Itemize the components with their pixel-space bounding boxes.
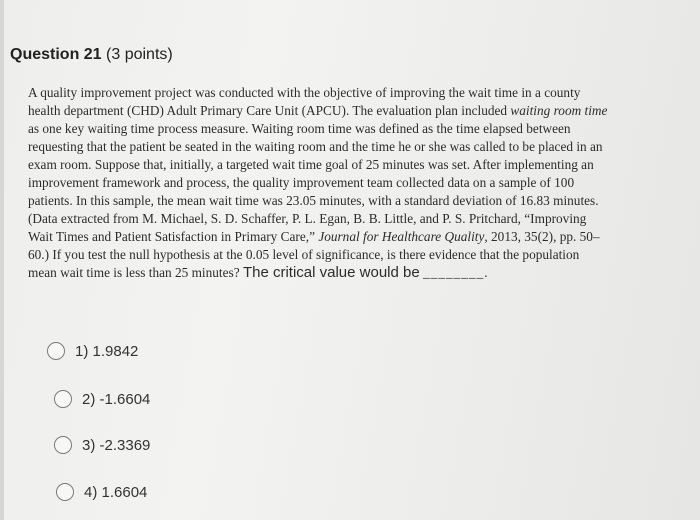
radio-button[interactable] bbox=[47, 342, 65, 360]
option-label: 3) -2.3369 bbox=[82, 436, 151, 454]
option-label: 2) -1.6604 bbox=[82, 390, 151, 408]
left-border bbox=[0, 0, 4, 520]
question-header bbox=[10, 46, 173, 64]
journal-title: Journal for Healthcare Quality bbox=[318, 229, 485, 244]
question-line: as one key waiting time process measure. Waiting room time was defined as the time elapsed between bbox=[28, 121, 571, 136]
answer-option-2[interactable] bbox=[54, 390, 150, 408]
question-line: A quality improvement project was conducted with the objective of improving the wait time in a county bbox=[28, 85, 581, 100]
question-text bbox=[28, 84, 696, 282]
question-line: mean wait time is less than 25 minutes? The critical value would be ________. bbox=[28, 264, 489, 281]
question-line: exam room. Suppose that, initially, a targeted wait time goal of 25 minutes was set. After implementing an bbox=[28, 157, 594, 172]
question-line: (Data extracted from M. Michael, S. D. Schaffer, P. L. Egan, B. B. Little, and P. S. Pritchard, “Improving bbox=[28, 211, 587, 226]
answer-option-1[interactable] bbox=[47, 342, 138, 360]
answer-option-4[interactable] bbox=[56, 483, 147, 501]
question-line: 60.) If you test the null hypothesis at the 0.05 level of significance, is there evidence that the population bbox=[28, 247, 580, 262]
prompt-text: The critical value would be bbox=[242, 264, 420, 281]
option-label: 4) 1.6604 bbox=[84, 483, 148, 501]
radio-button[interactable] bbox=[54, 390, 72, 408]
question-line: Wait Times and Patient Satisfaction in Primary Care,” Journal for Healthcare Quality, 2013, 35(2), pp. 50– bbox=[28, 229, 600, 244]
question-line: patients. In this sample, the mean wait time was 23.05 minutes, with a standard deviation of 16.83 minutes. bbox=[28, 193, 599, 208]
question-line: improvement framework and process, the quality improvement team collected data on a sample of 100 bbox=[28, 175, 575, 190]
question-title: Question 21 bbox=[10, 46, 102, 63]
answer-blank: ________. bbox=[423, 265, 489, 280]
italic-term: waiting room time bbox=[510, 103, 608, 118]
answer-option-3[interactable] bbox=[54, 436, 150, 454]
question-points: (3 points) bbox=[106, 46, 173, 63]
radio-button[interactable] bbox=[56, 483, 74, 501]
question-line: requesting that the patient be seated in the waiting room and the time he or she was called to be placed in an bbox=[28, 139, 603, 154]
question-line: health department (CHD) Adult Primary Care Unit (APCU). The evaluation plan included waiting room time bbox=[28, 103, 608, 118]
radio-button[interactable] bbox=[54, 436, 72, 454]
option-label: 1) 1.9842 bbox=[75, 342, 139, 360]
